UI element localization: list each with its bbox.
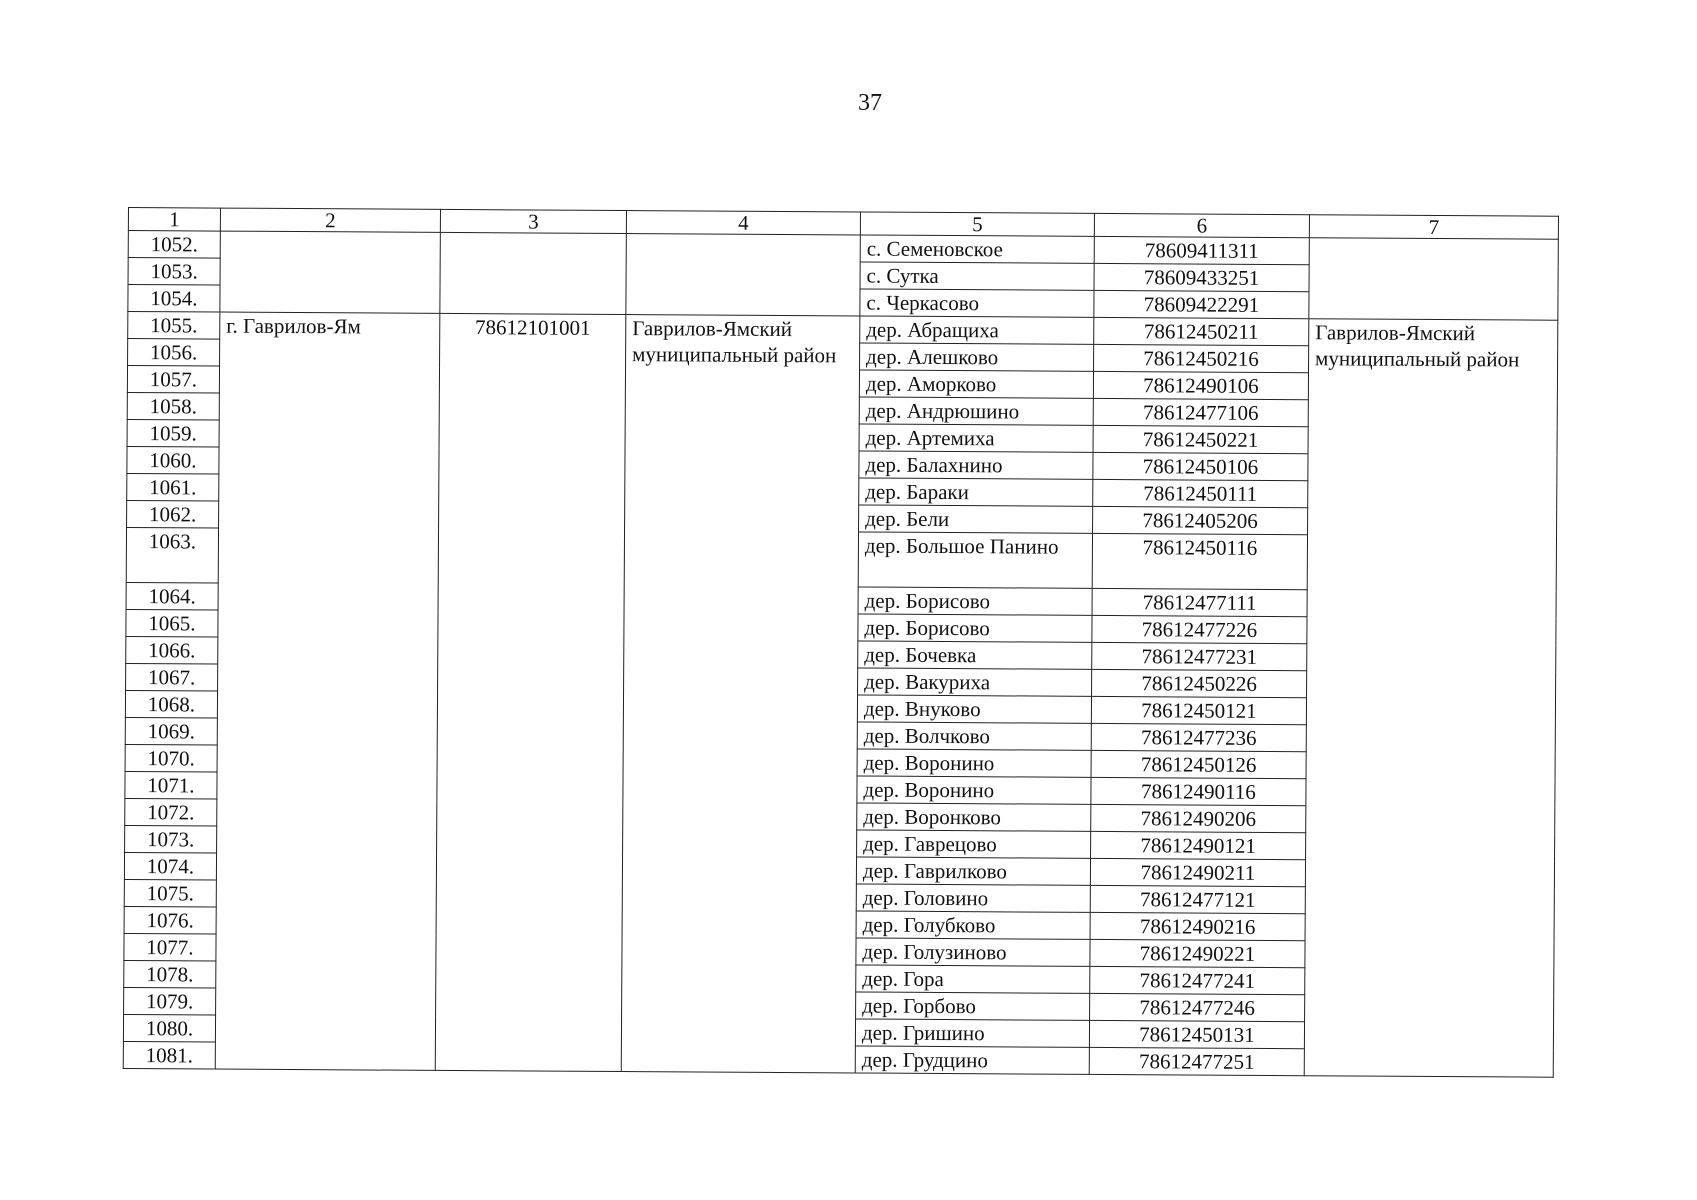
settlement-name: дер. Абращиха: [860, 316, 1094, 344]
settlement-code: 78612477236: [1091, 723, 1306, 751]
settlement-name: с. Сутка: [860, 262, 1094, 290]
settlement-code: 78612490206: [1091, 804, 1306, 832]
settlement-name: дер. Волчково: [857, 722, 1091, 750]
header-col-5: 5: [860, 212, 1094, 236]
settlement-code: 78609422291: [1094, 290, 1309, 318]
district-name: Гаврилов-Ямский муниципальный район: [621, 315, 860, 1073]
settlement-code: 78612490106: [1093, 371, 1308, 399]
settlement-code: 78612490221: [1090, 939, 1305, 967]
city-cell-empty: [220, 231, 440, 313]
settlement-name: дер. Бочевка: [858, 641, 1092, 669]
settlement-name: дер. Внуково: [857, 695, 1091, 723]
header-col-4: 4: [626, 211, 860, 235]
settlement-code: 78612450121: [1091, 696, 1306, 724]
row-number: 1080.: [123, 1014, 215, 1042]
settlement-code: 78612477106: [1093, 398, 1308, 426]
row-number: 1079.: [124, 987, 216, 1015]
row-number: 1077.: [124, 933, 216, 961]
settlement-name: дер. Балахнино: [859, 451, 1093, 479]
row-number: 1081.: [123, 1041, 215, 1069]
header-col-1: 1: [128, 208, 220, 232]
settlement-code: 78612450116: [1092, 533, 1307, 589]
settlement-code: 78612450106: [1093, 452, 1308, 480]
settlement-name: дер. Алешково: [860, 343, 1094, 371]
settlement-name: дер. Воронино: [857, 776, 1091, 804]
settlement-code: 78612450221: [1093, 425, 1308, 453]
district-col7-empty: [1309, 238, 1558, 321]
row-number: 1071.: [125, 771, 217, 799]
settlement-code: 78612477251: [1089, 1047, 1304, 1075]
district-cell-empty: [626, 234, 860, 316]
settlement-code: 78612477226: [1092, 615, 1307, 643]
settlement-name: дер. Гора: [856, 965, 1090, 993]
row-number: 1060.: [127, 446, 219, 474]
row-number: 1057.: [127, 366, 219, 394]
row-number: 1061.: [127, 473, 219, 501]
row-number: 1074.: [124, 852, 216, 880]
header-col-2: 2: [220, 208, 440, 232]
row-number: 1073.: [125, 825, 217, 853]
settlement-name: дер. Головино: [856, 884, 1090, 912]
settlement-code: 78612477111: [1092, 588, 1307, 616]
row-number: 1056.: [128, 339, 220, 367]
district-col7: Гаврилов-Ямский муниципальный район: [1304, 319, 1558, 1078]
settlement-name: дер. Бараки: [859, 478, 1093, 506]
settlement-name: дер. Большое Панино: [858, 532, 1092, 588]
settlement-name: дер. Гаврецово: [857, 830, 1091, 858]
settlement-name: дер. Гаврилково: [856, 857, 1090, 885]
header-col-6: 6: [1094, 213, 1309, 237]
settlement-name: дер. Борисово: [858, 614, 1092, 642]
table-body: [123, 231, 1558, 1078]
settlement-code: 78612490211: [1090, 858, 1305, 886]
settlement-code: 78612490121: [1091, 831, 1306, 859]
settlement-name: дер. Грудцино: [855, 1046, 1089, 1074]
settlement-name: дер. Борисово: [858, 587, 1092, 615]
row-number: 1064.: [126, 582, 218, 610]
header-col-7: 7: [1309, 215, 1558, 240]
settlement-code: 78612405206: [1093, 506, 1308, 534]
settlement-code: 78612450131: [1089, 1020, 1304, 1048]
settlement-name: дер. Воронково: [857, 803, 1091, 831]
settlement-code: 78612450111: [1093, 479, 1308, 507]
settlement-code: 78612450126: [1091, 750, 1306, 778]
row-number: 1070.: [125, 744, 217, 772]
row-number: 1076.: [124, 906, 216, 934]
settlement-name: с. Семеновское: [860, 235, 1094, 263]
settlement-name: дер. Воронино: [857, 749, 1091, 777]
city-code-cell-empty: [440, 232, 626, 314]
city-code: 78612101001: [435, 313, 626, 1071]
row-number: 1058.: [127, 392, 219, 420]
settlement-name: с. Черкасово: [860, 289, 1094, 317]
table-container: [123, 207, 1559, 1078]
row-number: 1068.: [125, 690, 217, 718]
settlement-code: 78612490116: [1091, 777, 1306, 805]
settlement-code: 78612450216: [1094, 344, 1309, 372]
settlement-name: дер. Гришино: [855, 1019, 1089, 1047]
header-col-3: 3: [440, 209, 626, 233]
row-number: 1053.: [128, 258, 220, 286]
settlement-name: дер. Андрюшино: [859, 397, 1093, 425]
row-number: 1065.: [126, 609, 218, 637]
settlement-code: 78612450226: [1092, 669, 1307, 697]
row-number: 1069.: [125, 717, 217, 745]
settlements-table: [123, 207, 1559, 1078]
settlement-code: 78612450211: [1094, 317, 1309, 345]
row-number: 1066.: [126, 636, 218, 664]
row-number: 1059.: [127, 419, 219, 447]
settlement-code: 78612477231: [1092, 642, 1307, 670]
settlement-code: 78612490216: [1090, 912, 1305, 940]
row-number: 1054.: [128, 285, 220, 313]
row-number: 1075.: [124, 879, 216, 907]
row-number: 1078.: [124, 960, 216, 988]
settlement-code: 78609411311: [1094, 236, 1309, 264]
settlement-name: дер. Голузиново: [856, 938, 1090, 966]
settlement-name: дер. Бели: [859, 505, 1093, 533]
settlement-name: дер. Артемиха: [859, 424, 1093, 452]
row-number: 1072.: [125, 798, 217, 826]
settlement-name: дер. Вакуриха: [858, 668, 1092, 696]
settlement-name: дер. Голубково: [856, 911, 1090, 939]
settlement-code: 78612477241: [1090, 966, 1305, 994]
row-number: 1067.: [126, 663, 218, 691]
row-number: 1063.: [126, 527, 218, 583]
settlement-code: 78612477121: [1090, 885, 1305, 913]
row-number: 1062.: [127, 500, 219, 528]
row-number: 1055.: [128, 312, 220, 340]
settlement-code: 78609433251: [1094, 263, 1309, 291]
settlement-name: дер. Аморково: [859, 370, 1093, 398]
settlement-name: дер. Горбово: [856, 992, 1090, 1020]
page-number: 37: [858, 90, 882, 116]
row-number: 1052.: [128, 231, 220, 259]
city-name: г. Гаврилов-Ям: [215, 312, 440, 1070]
settlement-code: 78612477246: [1090, 993, 1305, 1021]
